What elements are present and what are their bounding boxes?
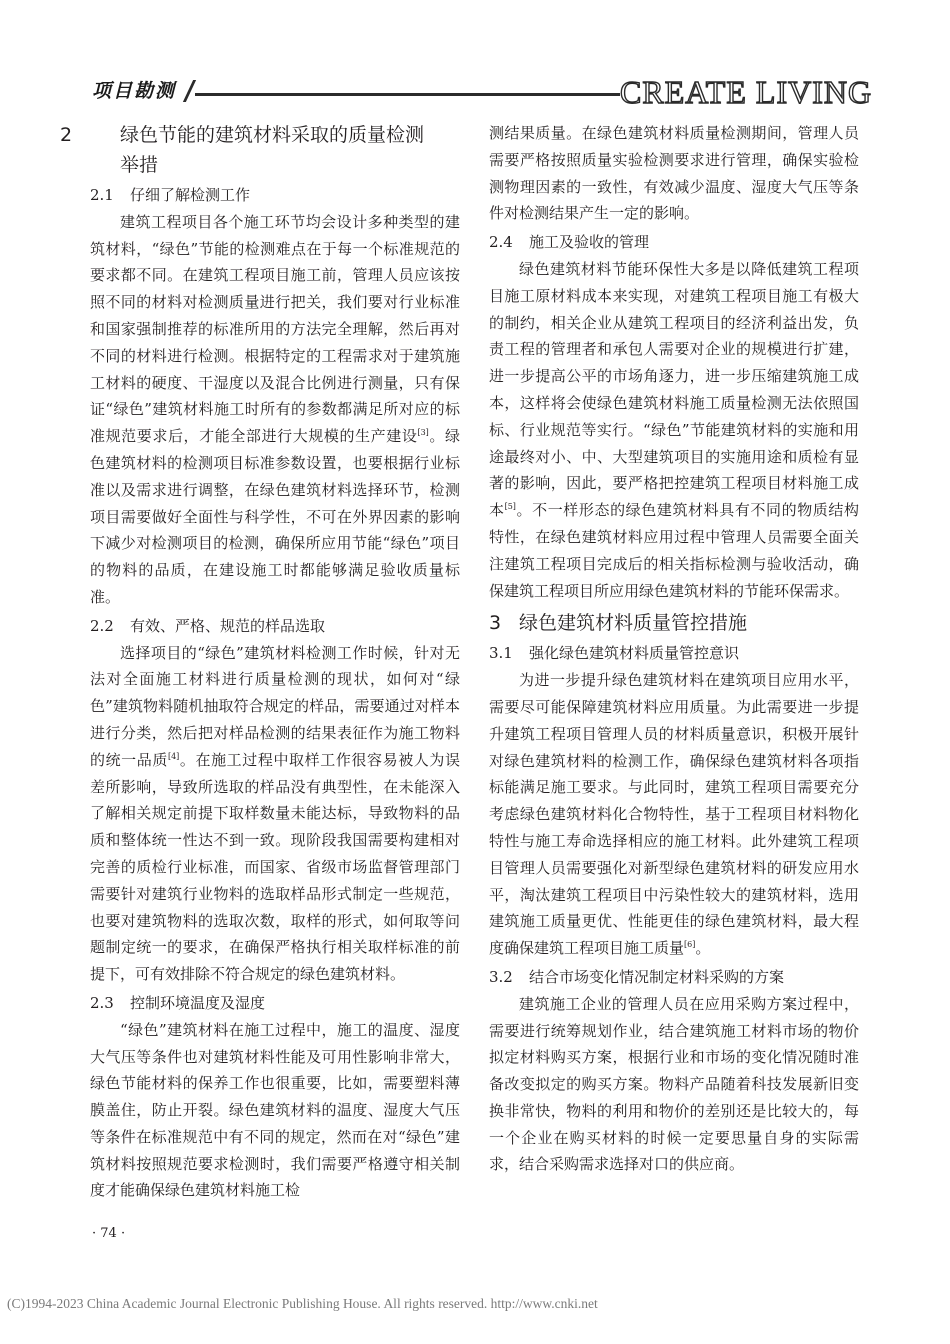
page-number: · 74 · bbox=[92, 1226, 126, 1241]
header-slash bbox=[183, 80, 196, 102]
section-2-3-heading: 2.3 控制环境温度及湿度 bbox=[90, 993, 266, 1012]
section-2-heading: 2 绿色节能的建筑材料采取的质量检测 举措 bbox=[60, 124, 425, 176]
section-2-3-paragraph: “绿色”建筑材料在施工过程中，施工的温度、湿度大气压等条件也对建筑材料性能及可用性影响非常大，绿色节能材料的保养工作也很重要，比如，需要塑料薄膜盖住，防止开裂。绿色建筑材料的温度、湿度大气压等条件在标准规范中有不同的规定，然而在对“绿色”建筑材料按照规范要求检测时，我们需要严格遵守相关制度才能确保绿色建筑材料施工检 bbox=[90, 1020, 460, 1200]
section-2-2-paragraph: 选择项目的“绿色”建筑材料检测工作时候，针对无法对全面施工材料进行质量检测的现状，如何对“绿色”建筑物料随机抽取符合规定的样品，需要通过对样本进行分类，然后把对样品检测的结果表征作为施工物料的统一品质[4]。在施工过程中取样工作很容易被人为误差所影响，导致所选取的样品没有典型性，在未能深入了解相关规定前提下取样数量未能达标，导致物料的品质和整体统一性达不到一致。现阶段我国需要构建相对完善的质检行业标准，而国家、省级市场监督管理部门需要针对建筑行业物料的选取样品形式制定一些规范，也要对建筑物料的选取次数，取样的形式，如何取等问题制定统一的要求，在确保严格执行相关取样标准的前提下，可有效排除不符合规定的绿色建筑材料。 bbox=[90, 643, 460, 984]
left-column bbox=[60, 120, 460, 1204]
citation: [5] bbox=[504, 502, 516, 512]
header-rule bbox=[195, 93, 620, 96]
copyright-footer: (C)1994-2023 China Academic Journal Electronic Publishing House. All rights reserved. http://www.cnki.net bbox=[7, 1296, 598, 1311]
brand-title: CREATE LIVING bbox=[620, 74, 873, 110]
section-2-4-heading: 2.4 施工及验收的管理 bbox=[489, 233, 650, 252]
section-2-3-paragraph-continued: 测结果质量。在绿色建筑材料质量检测期间，管理人员需要严格按照质量实验检测要求进行管理，确保实验检测物理因素的一致性，有效减少温度、湿度大气压等条件对检测结果产生一定的影响。 bbox=[489, 124, 859, 223]
section-3-2-heading: 3.2 结合市场变化情况制定材料采购的方案 bbox=[489, 967, 785, 986]
page-header bbox=[0, 0, 950, 112]
section-2-1-paragraph: 建筑工程项目各个施工环节均会设计多种类型的建筑材料，“绿色”节能的检测难点在于每一个标准规范的要求都不同。在建筑工程项目施工前，管理人员应该按照不同的材料对检测质量进行把关，我们要对行业标准和国家强制推荐的标准所用的方法完全理解，然后再对不同的材料进行检测。根据特定的工程需求对于建筑施工材料的硬度、干湿度以及混合比例进行测量，只有保证“绿色”建筑材料施工时所有的参数都满足所对应的标准规范要求后，才能全部进行大规模的生产建设[3]。绿色建筑材料的检测项目标准参数设置，也要根据行业标准以及需求进行调整，在绿色建筑材料选择环节，检测项目需要做好全面性与科学性，不可在外界因素的影响下减少对检测项目的检测，确保所应用节能“绿色”项目的物料的品质，在建设施工时都能够满足验收质量标准。 bbox=[90, 212, 460, 606]
section-3-2-paragraph: 建筑施工企业的管理人员在应用采购方案过程中，需要进行统筹规划作业，结合建筑施工材料市场的物价拟定材料购买方案，根据行业和市场的变化情况随时准备改变拟定的购买方案。物料产品随着科技发展新旧变换非常快，物料的利用和物价的差别还是比较大的，每一个企业在购买材料的时候一定要思量自身的实际需求，结合采购需求选择对口的供应商。 bbox=[489, 994, 859, 1174]
section-3-1-paragraph: 为进一步提升绿色建筑材料在建筑项目应用水平，需要尽可能保障建筑材料应用质量。为此需要进一步提升建筑工程项目管理人员的材料质量意识，积极开展针对绿色建筑材料的检测工作，确保绿色建筑材料各项指标能满足施工要求。与此同时，建筑工程项目需要充分考虑绿色建筑材料化合物特性，基于工程项目材料物化特性与施工寿命选择相应的施工材料。此外建筑工程项目管理人员需要强化对新型绿色建筑材料的研发应用水平，淘汰建筑工程项目中污染性较大的建筑材料，选用建筑施工质量更优、性能更佳的绿色建筑材料，最大程度确保建筑工程项目施工质量[6]。 bbox=[489, 671, 859, 958]
section-3-heading: 3 绿色建筑材料质量管控措施 bbox=[489, 612, 748, 635]
citation: [6] bbox=[684, 940, 696, 950]
section-2-4-paragraph: 绿色建筑材料节能环保性大多是以降低建筑工程项目施工原材料成本来实现，对建筑工程项目施工有极大的制约，相关企业从建筑工程项目的经济利益出发，负责工程的管理者和承包人需要对企业的规模进行扩建，进一步提高公平的市场角逐力，进一步压缩建筑施工成本，这样将会使绿色建筑材料施工质量检测无法依照国标、行业规范等实行。“绿色”节能建筑材料的实施和用途最终对小、中、大型建筑项目的实施用途和质检有显著的影响，因此，要严格把控建筑工程项目材料施工成本[5]。不一样形态的绿色建筑材料具有不同的物质结构特性，在绿色建筑材料应用过程中管理人员需要全面关注建筑工程项目完成后的相关指标检测与验收活动，确保建筑工程项目所应用绿色建筑材料的节能环保需求。 bbox=[489, 259, 859, 600]
citation: [4] bbox=[167, 751, 180, 761]
right-column bbox=[489, 120, 859, 1178]
citation: [3] bbox=[417, 428, 429, 438]
section-3-1-heading: 3.1 强化绿色建筑材料质量管控意识 bbox=[489, 644, 740, 663]
section-2-2-heading: 2.2 有效、严格、规范的样品选取 bbox=[90, 616, 326, 635]
section-2-1-heading: 2.1 仔细了解检测工作 bbox=[90, 186, 251, 204]
section-label: 项目勘测 bbox=[92, 80, 177, 102]
